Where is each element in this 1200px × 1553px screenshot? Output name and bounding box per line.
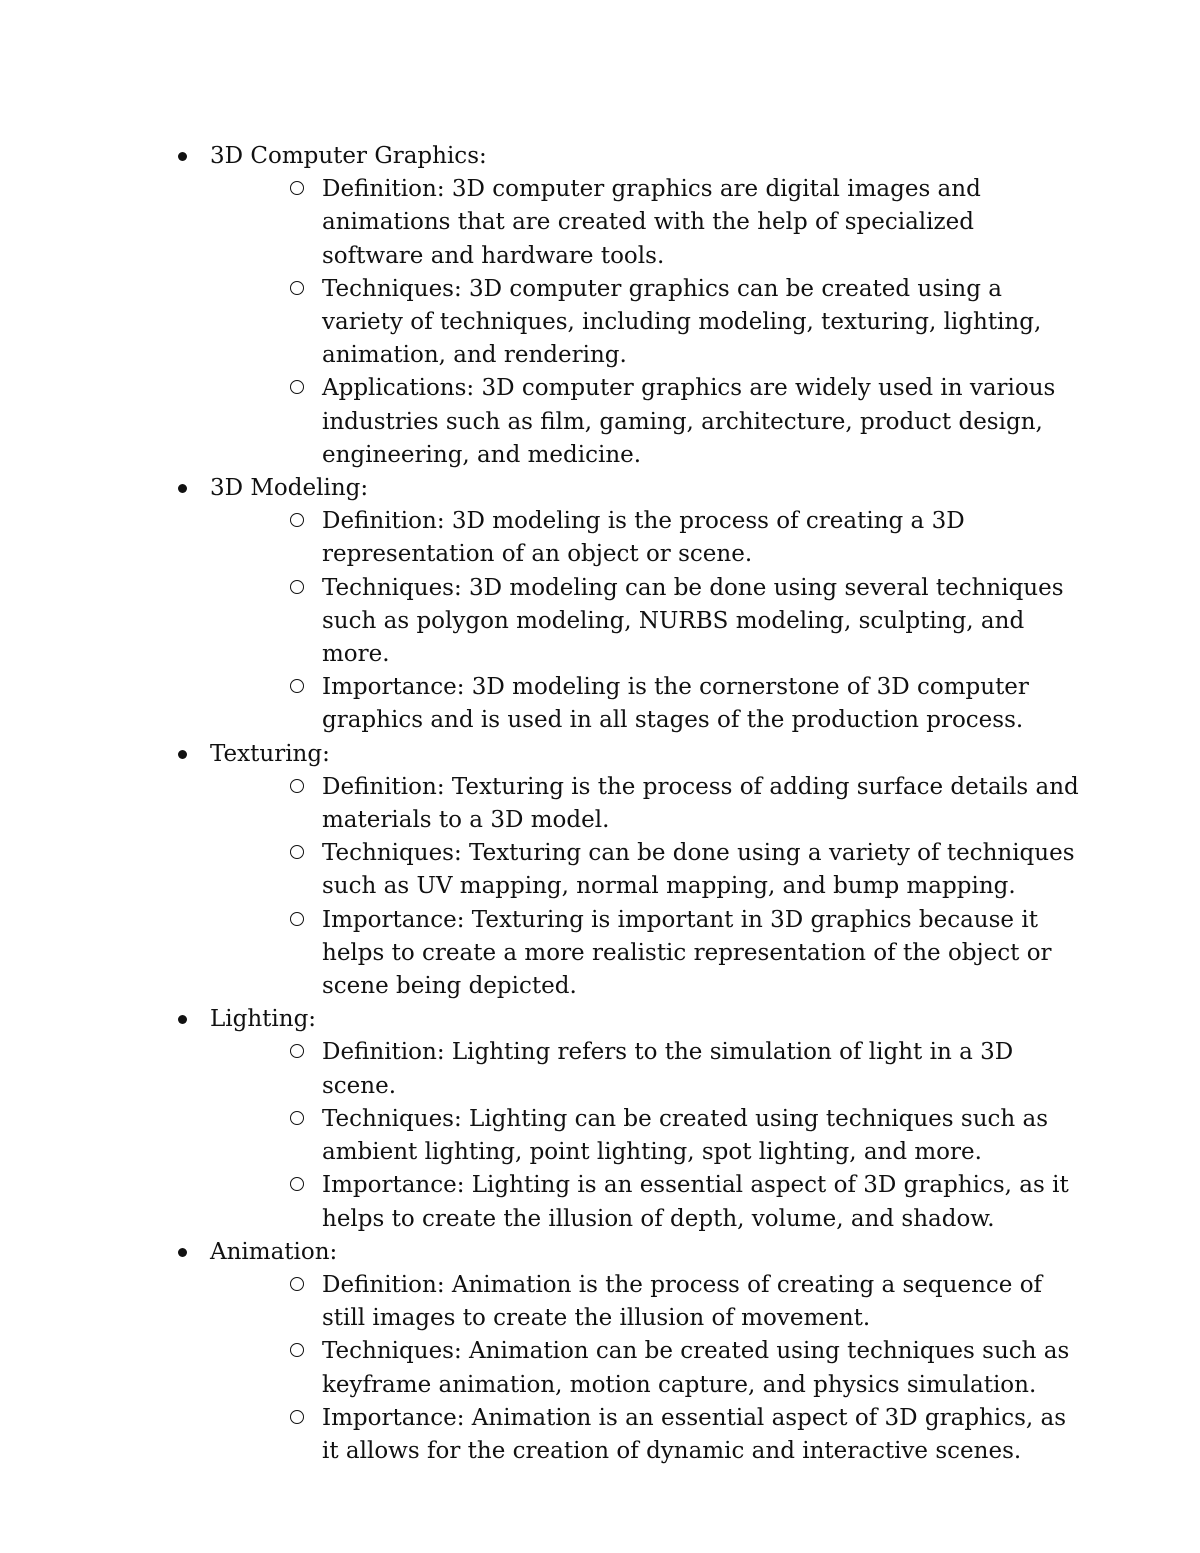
sub-item-importance bbox=[282, 1169, 1082, 1235]
sub-item-importance bbox=[282, 1402, 1082, 1468]
outline-list bbox=[170, 140, 1079, 1468]
topic-heading: Texturing: bbox=[210, 740, 330, 767]
hollow-bullet-icon bbox=[290, 1277, 304, 1291]
sub-item-applications bbox=[282, 372, 1082, 472]
sub-item-text: Applications: 3D computer graphics are widely used in various industries such as film, gaming, architecture, product design, engineering, and medicine. bbox=[322, 375, 1056, 468]
sub-list bbox=[210, 505, 1070, 737]
sub-item-text: Importance: Texturing is important in 3D graphics because it helps to create a more realistic representation of the object or scene being depicted. bbox=[322, 906, 1052, 1000]
sub-item-importance bbox=[282, 671, 1082, 737]
topic-heading: Lighting: bbox=[210, 1006, 317, 1033]
filled-bullet-icon bbox=[178, 1248, 187, 1257]
sub-list bbox=[210, 1269, 1070, 1468]
filled-bullet-icon bbox=[178, 750, 187, 759]
topic-heading: 3D Modeling: bbox=[210, 475, 369, 502]
sub-item-text: Techniques: Lighting can be created using techniques such as ambient lighting, point lighting, spot lighting, and more. bbox=[322, 1105, 1049, 1166]
hollow-bullet-icon bbox=[290, 779, 304, 793]
hollow-bullet-icon bbox=[290, 1177, 304, 1191]
hollow-bullet-icon bbox=[290, 580, 304, 594]
filled-bullet-icon bbox=[178, 484, 187, 493]
sub-item-techniques bbox=[282, 1103, 1082, 1169]
sub-item-text: Techniques: Texturing can be done using a variety of techniques such as UV mapping, normal mapping, and bump mapping. bbox=[322, 840, 1075, 900]
sub-item-text: Techniques: Animation can be created using techniques such as keyframe animation, motion capture, and physics simulation. bbox=[322, 1338, 1070, 1398]
hollow-bullet-icon bbox=[290, 1343, 304, 1357]
hollow-bullet-icon bbox=[290, 281, 304, 295]
topic-lighting bbox=[170, 1003, 1070, 1235]
sub-item-definition bbox=[282, 1036, 1082, 1102]
sub-list bbox=[210, 771, 1079, 1003]
filled-bullet-icon bbox=[178, 152, 187, 161]
sub-item-text: Definition: Animation is the process of creating a sequence of still images to create the illusion of movement. bbox=[322, 1271, 1043, 1332]
sub-item-text: Definition: Lighting refers to the simulation of light in a 3D scene. bbox=[322, 1039, 1014, 1099]
sub-item-text: Definition: Texturing is the process of adding surface details and materials to a 3D model. bbox=[322, 773, 1079, 834]
sub-list bbox=[210, 173, 1070, 472]
hollow-bullet-icon bbox=[290, 912, 304, 926]
topic-heading: Animation: bbox=[210, 1238, 338, 1265]
hollow-bullet-icon bbox=[290, 181, 304, 195]
topic-animation bbox=[170, 1236, 1070, 1468]
sub-item-text: Importance: Lighting is an essential aspect of 3D graphics, as it helps to create the illusion of depth, volume, and shadow. bbox=[322, 1172, 1069, 1232]
hollow-bullet-icon bbox=[290, 845, 304, 859]
hollow-bullet-icon bbox=[290, 380, 304, 394]
sub-item-importance bbox=[282, 904, 1082, 1004]
sub-item-text: Techniques: 3D computer graphics can be created using a variety of techniques, including modeling, texturing, lighting, animation, and rendering. bbox=[322, 275, 1042, 369]
hollow-bullet-icon bbox=[290, 1044, 304, 1058]
sub-item-text: Importance: Animation is an essential aspect of 3D graphics, as it allows for the creation of dynamic and interactive scenes. bbox=[322, 1404, 1067, 1464]
hollow-bullet-icon bbox=[290, 1111, 304, 1125]
sub-item-definition bbox=[282, 1269, 1082, 1335]
sub-item-techniques bbox=[282, 273, 1082, 373]
topic-3d-modeling bbox=[170, 472, 1070, 738]
sub-item-definition bbox=[282, 505, 1082, 571]
sub-item-techniques bbox=[282, 837, 1082, 903]
sub-item-text: Importance: 3D modeling is the cornerstone of 3D computer graphics and is used in all stages of the production process. bbox=[322, 674, 1029, 734]
sub-item-techniques bbox=[282, 572, 1082, 672]
sub-item-techniques bbox=[282, 1335, 1082, 1401]
hollow-bullet-icon bbox=[290, 1410, 304, 1424]
topic-heading: 3D Computer Graphics: bbox=[210, 143, 487, 169]
sub-item-definition bbox=[282, 173, 1082, 273]
sub-item-text: Definition: 3D modeling is the process of creating a 3D representation of an object or scene. bbox=[322, 508, 965, 568]
filled-bullet-icon bbox=[178, 1015, 187, 1024]
sub-item-definition bbox=[282, 771, 1082, 837]
topic-3d-computer-graphics bbox=[170, 140, 1070, 472]
hollow-bullet-icon bbox=[290, 679, 304, 693]
sub-item-text: Definition: 3D computer graphics are digital images and animations that are created with the help of specialized software and hardware tools. bbox=[322, 176, 981, 269]
topic-texturing bbox=[170, 738, 1079, 1004]
sub-item-text: Techniques: 3D modeling can be done using several techniques such as polygon modeling, NURBS modeling, sculpting, and more. bbox=[322, 574, 1064, 668]
sub-list bbox=[210, 1036, 1070, 1235]
hollow-bullet-icon bbox=[290, 513, 304, 527]
